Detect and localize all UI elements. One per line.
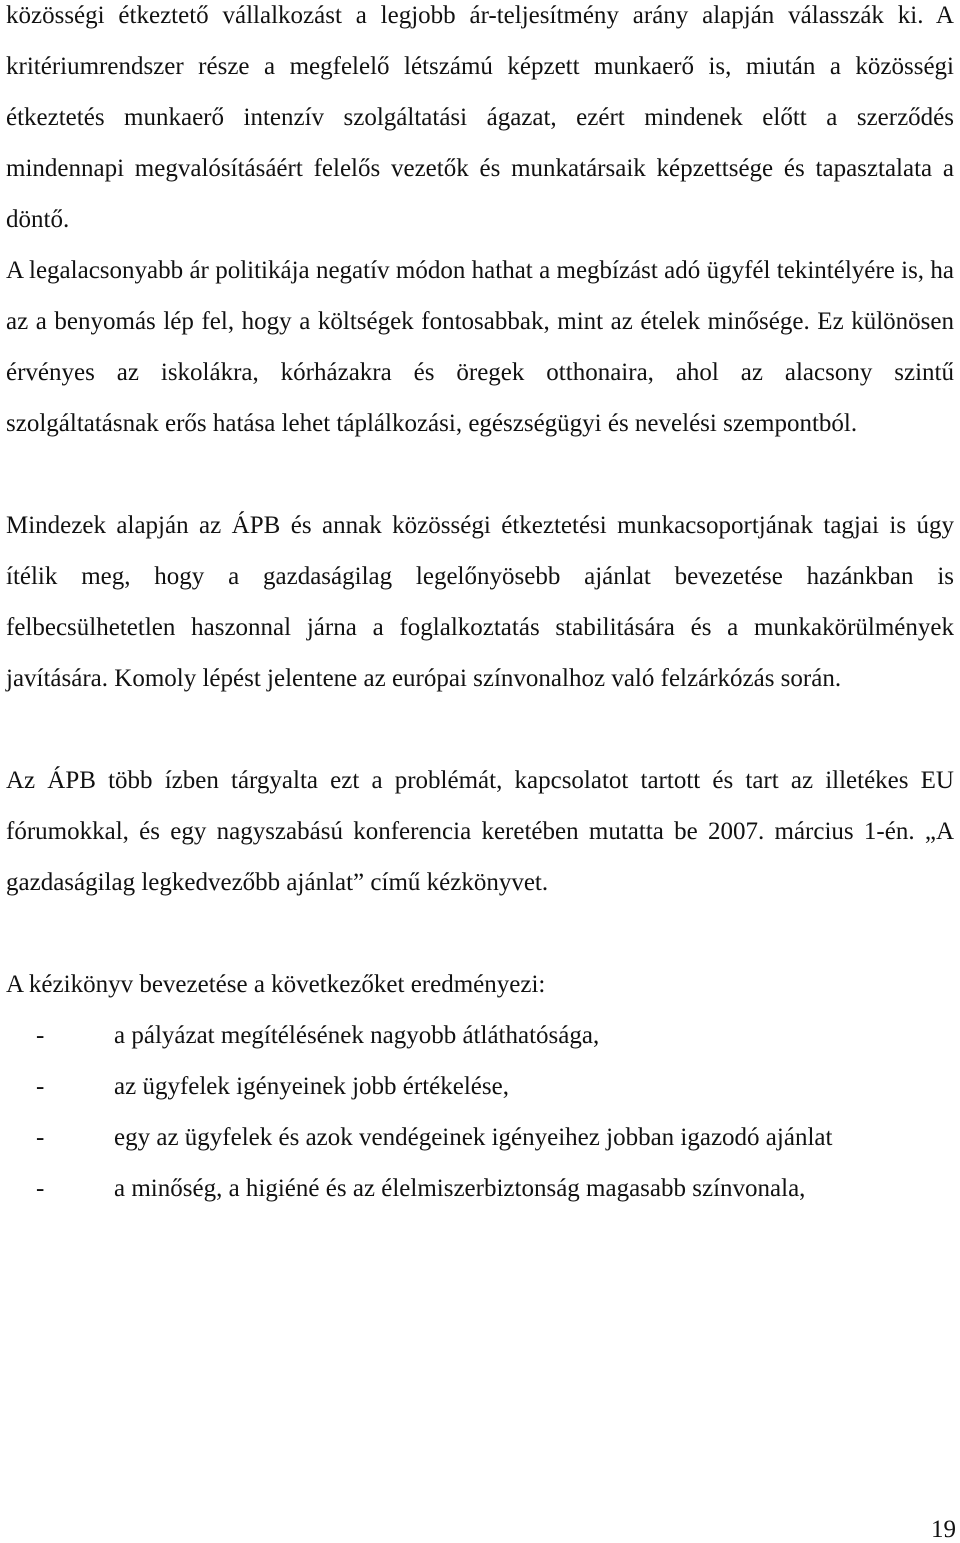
list-dash: - (36, 1073, 45, 1100)
paragraph-lowest-price-policy: A legalacsonyabb ár politikája negatív módon hathat a megbízást adó ügyfél tekintélyére is, ha az a benyomás lép fel, hogy a költségek fontosabbak, mint az ételek minősége. Ez különösen érvényes az iskolákra, kórházakra és öregek otthonaira, ahol az alacsony szintű szolgáltatásnak erős hatása lehet táplálkozási, egészségügyi és nevelési szempontból. (6, 257, 954, 437)
paragraph-apb-handbook: Az ÁPB több ízben tárgyalta ezt a problémát, kapcsolatot tartott és tart az illetékes EU fórumokkal, és egy nagyszabású konferencia keretében mutatta be 2007. március 1-én. „A gazdaságilag legkedvezőbb ajánlat” című kézkönyvet. (6, 767, 954, 896)
paragraph-handbook-results: A kézikönyv bevezetése a következőket eredményezi: (6, 971, 546, 998)
list-item-text: az ügyfelek igényeinek jobb értékelése, (114, 1073, 509, 1100)
list-dash: - (36, 1124, 45, 1151)
list-item (6, 1061, 954, 1112)
list-dash: - (36, 1175, 45, 1202)
paragraph-apb-assessment: Mindezek alapján az ÁPB és annak közösségi étkeztetési munkacsoportjának tagjai is úgy ítélik meg, hogy a gazdaságilag legelőnyösebb ajánlat bevezetése hazánkban is felbecsülhetetlen haszonnal járna a foglalkoztatás stabilitására és a munkakörülmények javítására. Komoly lépést jelentene az európai színvonalhoz való felzárkózás során. (6, 512, 954, 692)
document-page (6, 0, 954, 1214)
list-item (6, 1112, 954, 1163)
paragraph-spacer (6, 704, 954, 755)
list-item-text: a pályázat megítélésének nagyobb átláthatósága, (114, 1022, 600, 1049)
paragraph-spacer (6, 908, 954, 959)
paragraph-spacer (6, 449, 954, 500)
list-item (6, 1163, 954, 1214)
list-dash: - (36, 1022, 45, 1049)
paragraph-selection-criteria: közösségi étkeztető vállalkozást a legjobb ár-teljesítmény arány alapján válasszák ki. A kritériumrendszer része a megfelelő létszámú képzett munkaerő is, miután a közösségi étkeztetés munkaerő intenzív szolgáltatási ágazat, ezért mindenek előtt a szerződés mindennapi megvalósításáért felelős vezetők és munkatársaik képzettsége és tapasztalata a döntő. (6, 2, 954, 233)
results-list (6, 1010, 954, 1214)
list-item-text: egy az ügyfelek és azok vendégeinek igényeihez jobban igazodó ajánlat (114, 1124, 833, 1151)
page-number: 19 (931, 1516, 956, 1543)
list-item (6, 1010, 954, 1061)
list-item-text: a minőség, a higiéné és az élelmiszerbiztonság magasabb színvonala, (114, 1175, 806, 1202)
